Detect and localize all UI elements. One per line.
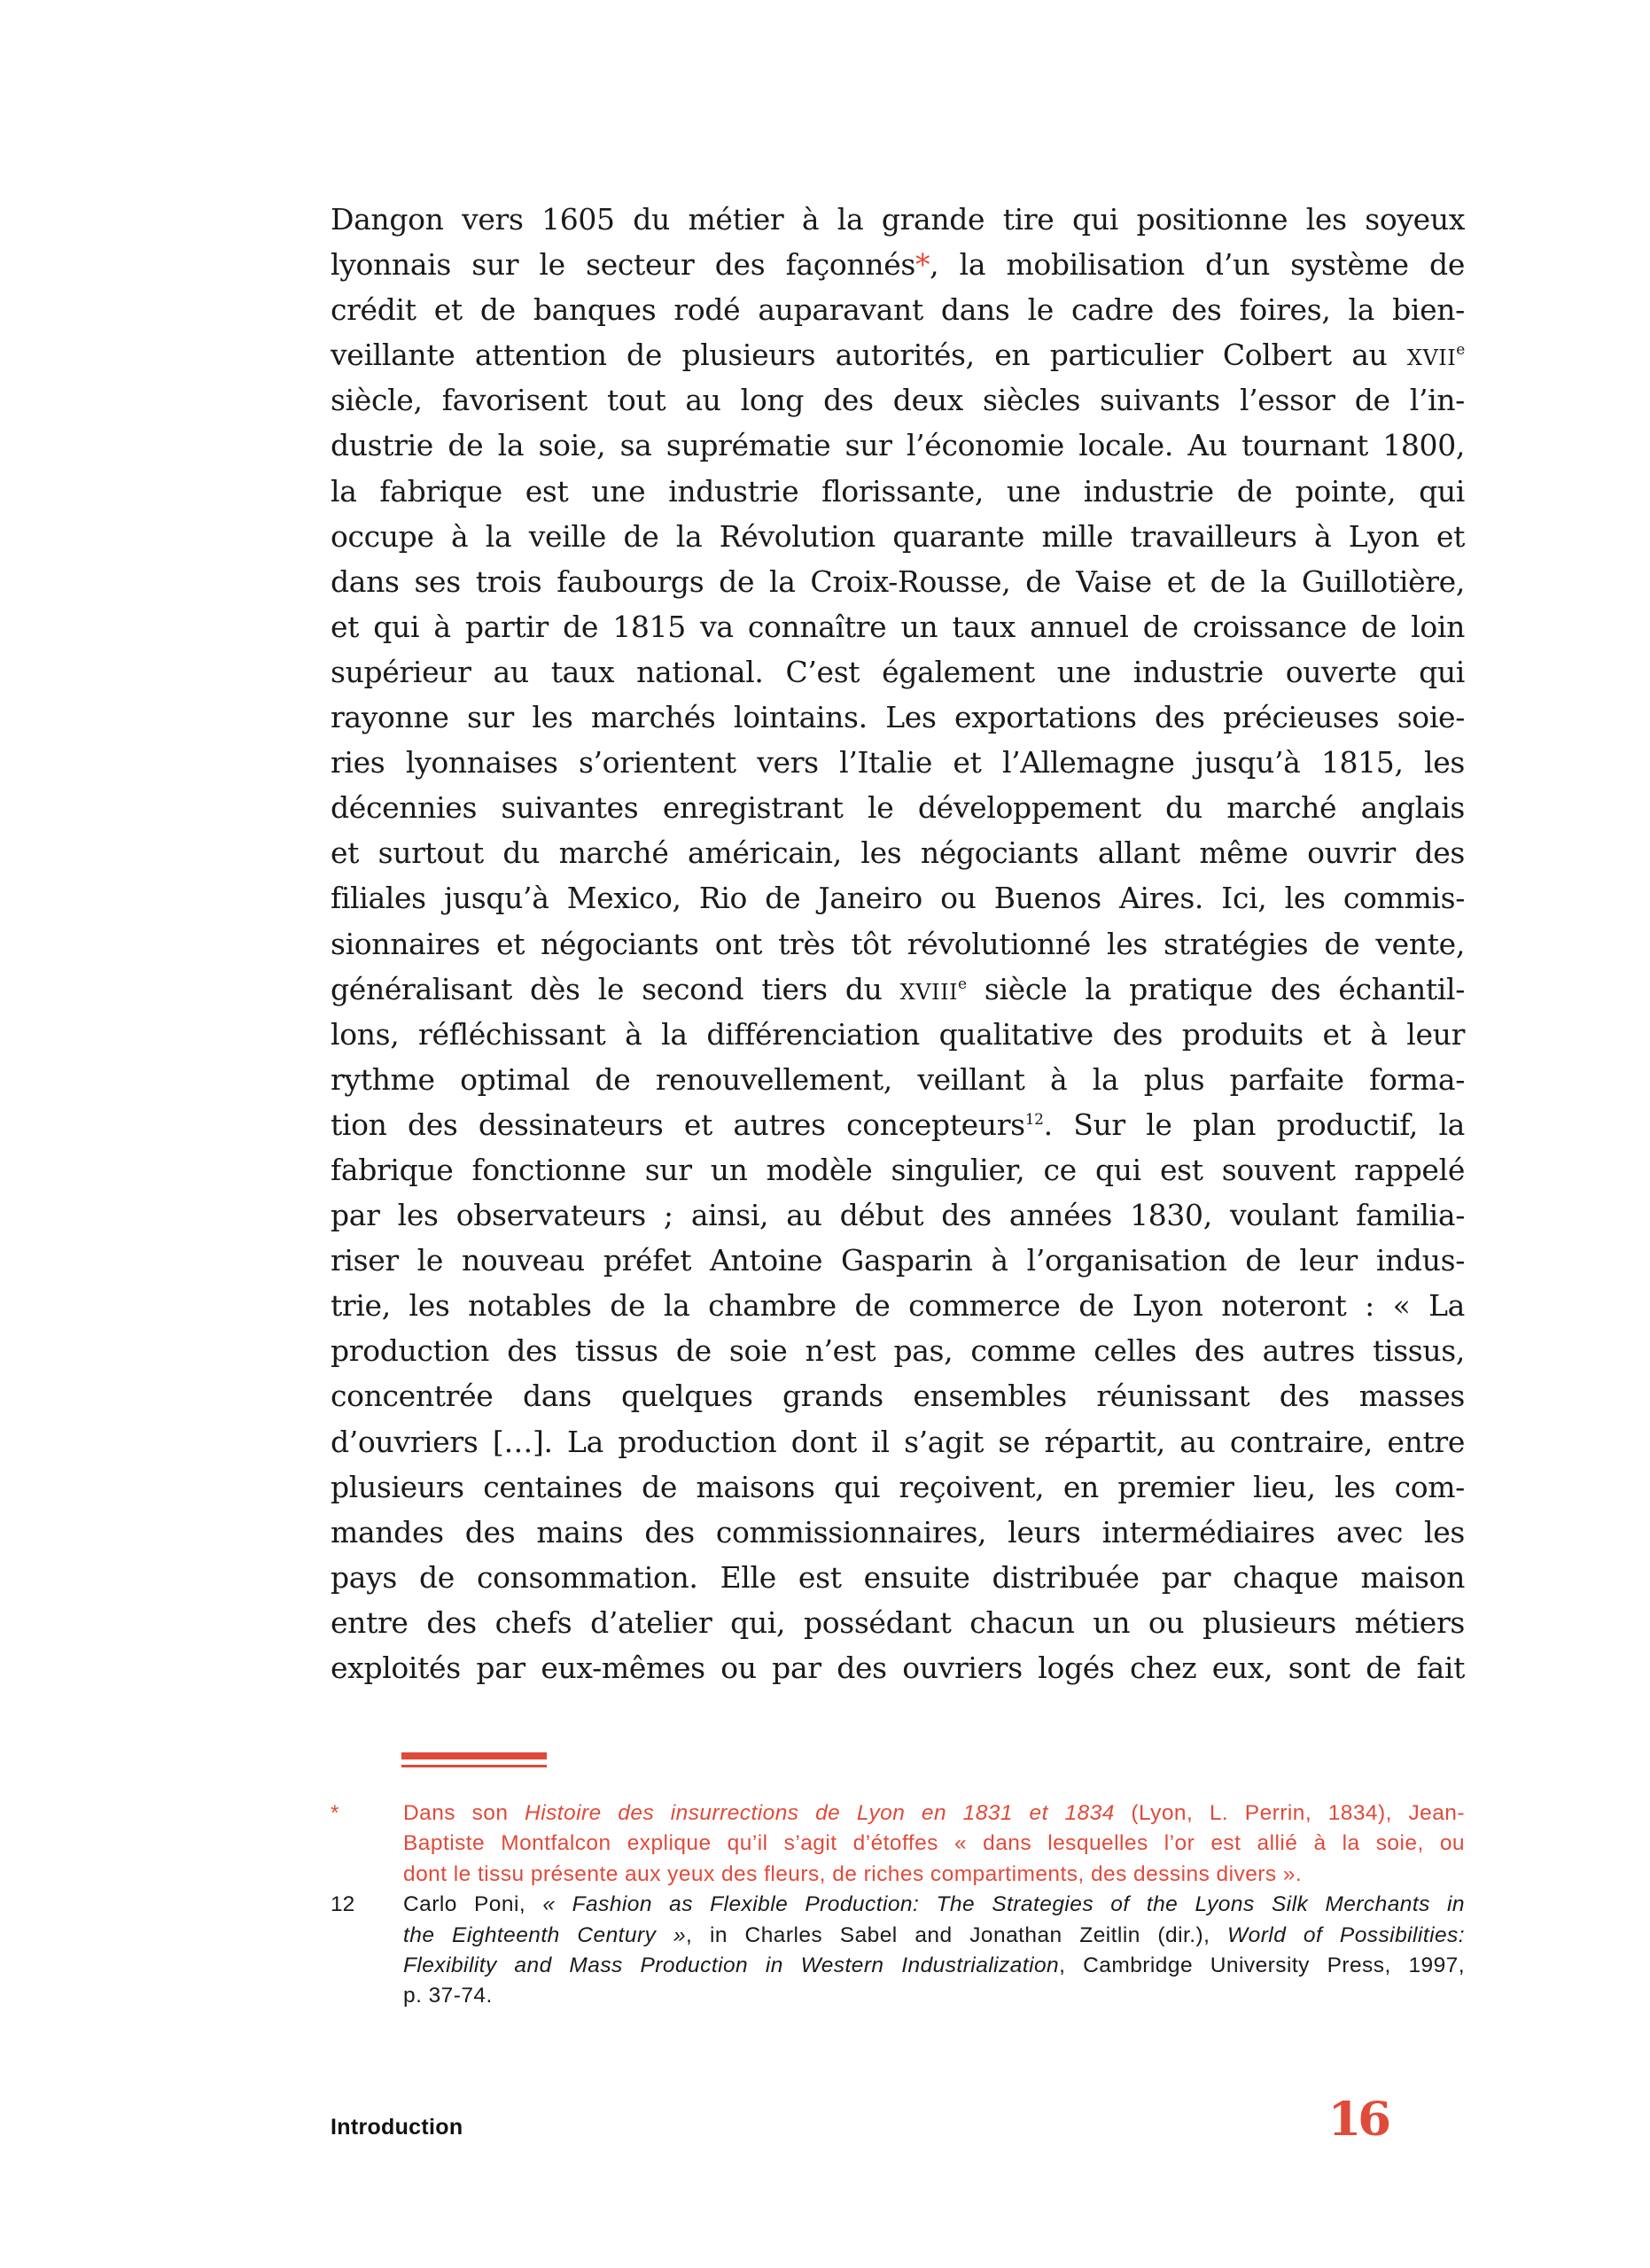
footnote-marker: * [331, 1801, 339, 1825]
footnote-title-italic: Flexibility and Mass Production in Western Industrialization [403, 1953, 1060, 1978]
body-line [331, 1192, 1465, 1238]
body-text-run: siècle la pratique des échantil- [966, 971, 1465, 1006]
body-line [331, 469, 1465, 514]
body-line [331, 1147, 1465, 1192]
body-text-run: dustrie de la soie, sa suprématie sur l’économie locale. Au tournant 1800, [331, 428, 1465, 463]
body-text-run: sionnaires et négociants ont très tôt révolutionné les stratégies de vente, [331, 926, 1465, 961]
body-line [331, 875, 1465, 920]
footnote-line [403, 1981, 1465, 2011]
body-line [331, 785, 1465, 830]
footnote-text-run: , in Charles Sabel and Jonathan Zeitlin (dir.), [686, 1922, 1228, 1947]
body-line [331, 377, 1465, 423]
footnote-line [403, 1860, 1465, 1890]
body-text-run: crédit et de banques rodé auparavant dans le cadre des foires, la bien- [331, 292, 1465, 328]
ordinal-superscript: e [1456, 341, 1465, 360]
body-text-run: généralisant dès le second tiers du [331, 971, 900, 1006]
body-line [331, 423, 1465, 468]
body-line [331, 287, 1465, 332]
footnote-rule-thick [401, 1752, 547, 1759]
body-text-run: tion des dessinateurs et autres concepteurs [331, 1107, 1025, 1142]
body-line [331, 332, 1465, 377]
body-line [331, 1102, 1465, 1147]
body-text-run: fabrique fonctionne sur un modèle singulier, ce qui est souvent rappelé [331, 1152, 1465, 1187]
body-line [331, 921, 1465, 967]
body-line [331, 1012, 1465, 1057]
footnote-text-run: dont le tissu présente aux yeux des fleurs, de riches compartiments, des dessins divers ». [403, 1861, 1303, 1886]
body-line [331, 1373, 1465, 1418]
body-line [331, 1645, 1465, 1690]
body-line [331, 1328, 1465, 1373]
footnote-line [403, 1921, 1465, 1951]
body-text-run: mandes des mains des commissionnaires, leurs intermédiaires avec les [331, 1514, 1465, 1550]
footnote-text-run: Carlo Poni, [403, 1892, 543, 1917]
body-text-run: pays de consommation. Elle est ensuite distribuée par chaque maison [331, 1559, 1465, 1595]
body-text-run: filiales jusqu’à Mexico, Rio de Janeiro ou Buenos Aires. Ici, les commis- [331, 881, 1465, 916]
footnotes [331, 1798, 1465, 2012]
body-text-run: , la mobilisation d’un système de [930, 247, 1465, 283]
body-text-run: entre des chefs d’atelier qui, possédant chacun un ou plusieurs métiers [331, 1604, 1465, 1640]
body-line [331, 559, 1465, 604]
body-text-run: veillante attention de plusieurs autorités, en particulier Colbert au [331, 338, 1407, 373]
body-text-run: d’ouvriers […]. La production dont il s’agit se répartit, au contraire, entre [331, 1424, 1465, 1459]
roman-numeral-century: XVIII [899, 979, 959, 1005]
body-line [331, 197, 1465, 242]
body-text-run: rayonne sur les marchés lointains. Les exportations des précieuses soie- [331, 700, 1465, 735]
body-text-run: Dangon vers 1605 du métier à la grande tire qui positionne les soyeux [331, 202, 1465, 237]
body-text-run: par les observateurs ; ainsi, au début des années 1830, voulant familia- [331, 1198, 1465, 1233]
body-line [331, 695, 1465, 740]
body-text-run: dans ses trois faubourgs de la Croix-Rousse, de Vaise et de la Guillotière, [331, 563, 1465, 599]
body-text-run: occupe à la veille de la Révolution quarante mille travailleurs à Lyon et [331, 518, 1465, 554]
body-text-run: siècle, favorisent tout au long des deux siècles suivants l’essor de l’in- [331, 383, 1465, 418]
page-number: 16 [1327, 2093, 1388, 2147]
body-line [331, 830, 1465, 875]
footnote-line [403, 1798, 1465, 1829]
body-text-run: concentrée dans quelques grands ensembles réunissant des masses [331, 1379, 1465, 1414]
body-line [331, 1464, 1465, 1510]
footnote-text-run: Baptiste Montfalcon explique qu’il s’agit d’étoffes « dans lesquelles l’or est allié à la soie, ou [403, 1831, 1465, 1856]
body-text-run: lyonnais sur le secteur des façonnés [331, 247, 916, 283]
footnote-line [403, 1890, 1465, 1920]
body-line [331, 1238, 1465, 1283]
footnote [331, 1890, 1465, 2012]
body-text-run: lons, réfléchissant à la différenciation qualitative des produits et à leur [331, 1016, 1465, 1052]
body-text-run: trie, les notables de la chambre de commerce de Lyon noteront : « La [331, 1288, 1465, 1324]
footnote-reference: 12 [1024, 1110, 1044, 1129]
body-line [331, 1600, 1465, 1645]
footnote-separator-rule [401, 1752, 547, 1768]
body-text [331, 197, 1465, 1690]
footnote-title-italic: « Fashion as Flexible Production: The Strategies of the Lyons Silk Merchants in [542, 1892, 1465, 1917]
roman-numeral-century: XVII [1406, 346, 1457, 371]
footnote-text-run: , Cambridge University Press, 1997, [1059, 1953, 1466, 1978]
footnote [331, 1798, 1465, 1890]
body-text-run: . Sur le plan productif, la [1043, 1107, 1465, 1142]
footnote-title-italic: World of Possibilities: [1227, 1922, 1466, 1947]
body-text-run: riser le nouveau préfet Antoine Gasparin à l’organisation de leur indus- [331, 1243, 1465, 1278]
body-line [331, 740, 1465, 785]
body-line [331, 604, 1465, 649]
body-line [331, 242, 1465, 287]
running-footer-section: Introduction [331, 2115, 463, 2140]
body-text-run: exploités par eux-mêmes ou par des ouvriers logés chez eux, sont de fait [331, 1651, 1465, 1685]
body-line [331, 649, 1465, 695]
body-line [331, 514, 1465, 559]
body-text-run: plusieurs centaines de maisons qui reçoivent, en premier lieu, les com- [331, 1469, 1465, 1504]
footnote-text-run: Dans son [403, 1801, 525, 1825]
footnote-text-run: (Lyon, L. Perrin, 1834), Jean- [1114, 1801, 1465, 1825]
body-text-run: rythme optimal de renouvellement, veillant à la plus parfaite forma- [331, 1061, 1465, 1097]
footnote-marker: 12 [331, 1892, 355, 1917]
footnote-line [403, 1829, 1465, 1859]
footnote-title-italic: the Eighteenth Century » [403, 1922, 687, 1947]
ordinal-superscript: e [958, 975, 967, 993]
body-line [331, 1510, 1465, 1555]
body-text-run: et surtout du marché américain, les négociants allant même ouvrir des [331, 835, 1465, 871]
body-line [331, 967, 1465, 1012]
footnote-text-run: p. 37-74. [403, 1984, 493, 2008]
body-line [331, 1555, 1465, 1600]
body-text-run: la fabrique est une industrie florissante, une industrie de pointe, qui [331, 473, 1465, 509]
body-line [331, 1057, 1465, 1102]
footnote-reference-star: * [915, 247, 930, 283]
body-line [331, 1283, 1465, 1328]
body-line [331, 1419, 1465, 1464]
body-text-run: et qui à partir de 1815 va connaître un taux annuel de croissance de loin [331, 609, 1465, 644]
footnote-title-italic: Histoire des insurrections de Lyon en 1831 et 1834 [525, 1801, 1115, 1825]
body-text-run: supérieur au taux national. C’est également une industrie ouverte qui [331, 654, 1465, 689]
body-text-run: production des tissus de soie n’est pas, comme celles des autres tissus, [331, 1333, 1465, 1369]
body-text-run: décennies suivantes enregistrant le développement du marché anglais [331, 790, 1465, 826]
footnote-line [403, 1951, 1465, 1981]
body-text-run: ries lyonnaises s’orientent vers l’Italie et l’Allemagne jusqu’à 1815, les [331, 745, 1465, 781]
footnote-rule-thin [401, 1765, 547, 1767]
